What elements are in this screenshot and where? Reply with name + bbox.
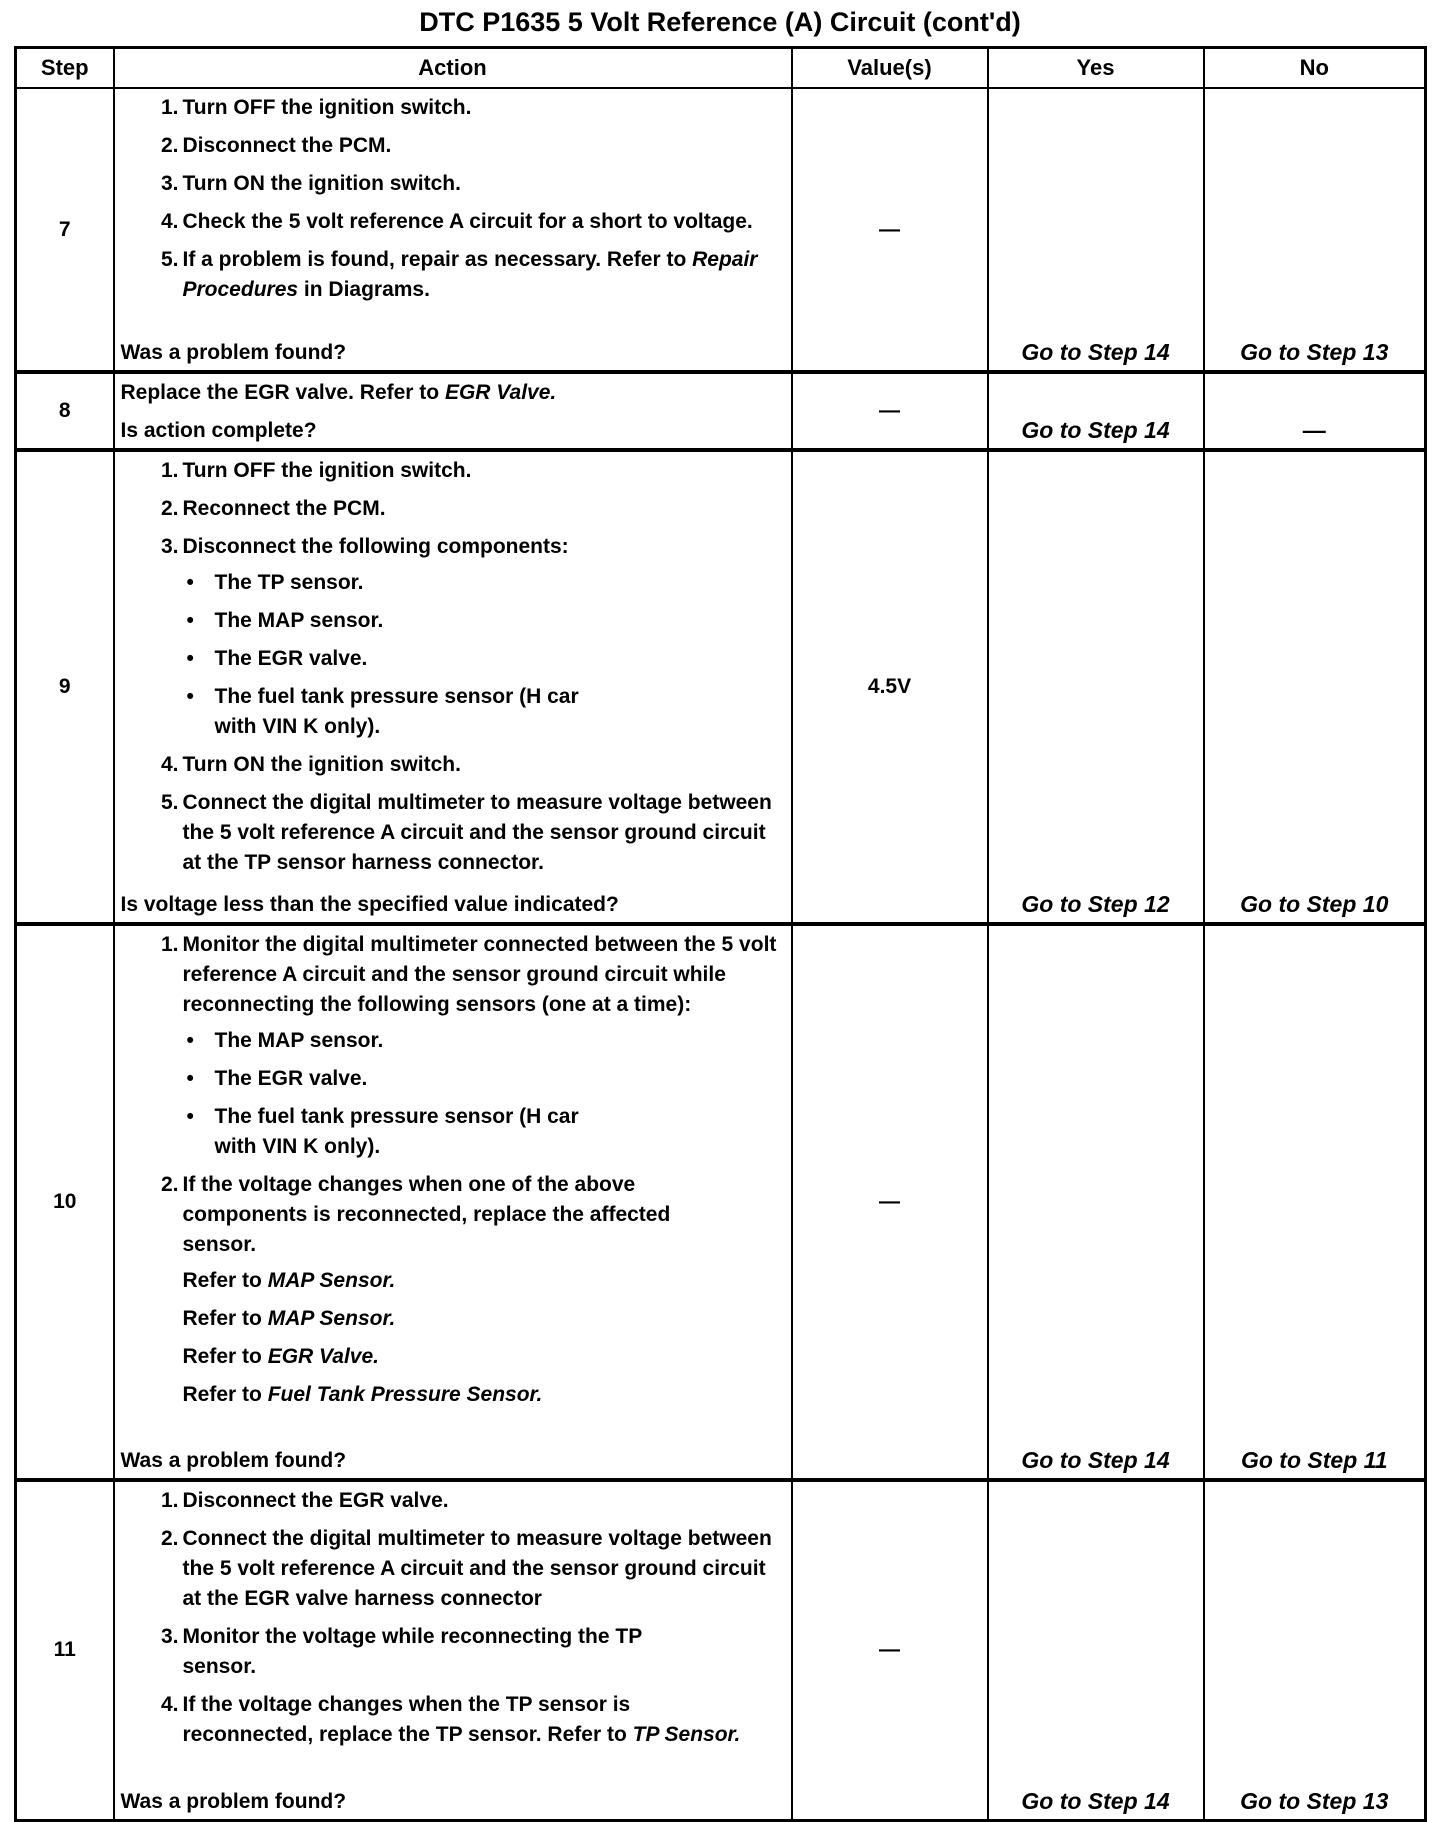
step-text: Turn ON the ignition switch. (182, 172, 461, 195)
yes-cell (988, 88, 1204, 372)
no-target: Go to Step 10 (1240, 891, 1389, 917)
value-cell: — (792, 924, 988, 1480)
no-target: Go to Step 13 (1240, 339, 1389, 365)
step-text: in Diagrams. (303, 278, 430, 301)
no-target: Go to Step 11 (1240, 1447, 1388, 1473)
step-index: 1. (160, 1489, 179, 1512)
refer-label: Refer to (182, 1269, 262, 1292)
step-number: 10 (16, 924, 114, 1480)
step-text: Monitor the digital multimeter connected between the 5 volt reference A circuit and the sensor ground circuit while reconnecting the following sensors (one at a time): (182, 933, 777, 1016)
list-item: • The MAP sensor. (183, 606, 785, 636)
step-index: 3. (160, 1625, 179, 1648)
step-number: 8 (16, 372, 114, 450)
step-index: 3. (160, 535, 179, 558)
question-text: Is action complete? (120, 419, 317, 442)
step-index: 1. (160, 933, 179, 956)
header-values: Value(s) (792, 48, 988, 89)
no-cell (1204, 88, 1426, 372)
action-step (153, 930, 785, 1162)
sensor-list (183, 1026, 777, 1162)
step-text: If the voltage changes when one of the above components is reconnected, replace the affected sensor. (182, 1173, 671, 1256)
action-cell (114, 924, 792, 1480)
action-step (153, 131, 785, 161)
component-list (183, 568, 785, 742)
step-text: Check the 5 volt reference A circuit for a short to voltage. (182, 210, 753, 233)
table-row-step-9 (16, 450, 1426, 924)
header-no: No (1204, 48, 1426, 89)
step-index: 1. (160, 459, 179, 482)
question-text: Was a problem found? (120, 1449, 347, 1472)
refer-label: Refer to (182, 1307, 262, 1330)
header-step: Step (16, 48, 114, 89)
table-row-step-7 (16, 88, 1426, 372)
yes-cell (988, 372, 1204, 450)
question-text: Is voltage less than the specified value indicated? (120, 893, 619, 916)
value-cell: — (792, 88, 988, 372)
action-step (153, 1524, 785, 1614)
step-text: Connect the digital multimeter to measure voltage between the 5 volt reference A circuit and the sensor ground circuit at the TP sensor harness connector. (182, 791, 772, 874)
refer-label: Refer to (182, 1345, 262, 1368)
action-step (153, 169, 785, 199)
step-number: 9 (16, 450, 114, 924)
step-number: 11 (16, 1480, 114, 1820)
action-text (121, 378, 785, 408)
action-step (153, 1690, 743, 1750)
action-steps (121, 1486, 785, 1758)
no-cell (1204, 1480, 1426, 1820)
action-cell (114, 88, 792, 372)
page-title: DTC P1635 5 Volt Reference (A) Circuit (cont'd) (419, 7, 1021, 37)
no-cell (1204, 372, 1426, 450)
yes-cell (988, 450, 1204, 924)
reference-link: Fuel Tank Pressure Sensor. (267, 1383, 543, 1406)
action-content (121, 930, 785, 1476)
refer-line (183, 1380, 703, 1410)
table-row-step-8 (16, 372, 1426, 450)
action-steps (121, 93, 785, 313)
list-item: • The EGR valve. (183, 644, 785, 674)
step-index: 1. (160, 96, 179, 119)
step-text: Connect the digital multimeter to measure voltage between the 5 volt reference A circuit and the sensor ground circuit at the EGR valve harness connector (182, 1527, 772, 1610)
refer-label: Refer to (182, 1383, 262, 1406)
refer-line (183, 1342, 703, 1372)
no-cell (1204, 924, 1426, 1480)
yes-target: Go to Step 12 (1021, 891, 1170, 917)
action-cell (114, 450, 792, 924)
list-item: • The MAP sensor. (183, 1026, 777, 1056)
no-target: — (1302, 417, 1326, 443)
step-text: Replace the EGR valve. Refer to (120, 381, 440, 404)
list-item: • The fuel tank pressure sensor (H car with VIN K only). (183, 682, 595, 742)
step-text: Monitor the voltage while reconnecting the TP sensor. (182, 1625, 642, 1678)
step-index: 5. (160, 248, 179, 271)
table-row-step-11 (16, 1480, 1426, 1820)
diagnostic-table (14, 46, 1427, 1822)
refer-line (183, 1304, 703, 1334)
question-text: Was a problem found? (120, 1789, 347, 1813)
action-step (153, 532, 785, 742)
action-step (153, 456, 785, 486)
step-index: 5. (160, 791, 179, 814)
no-cell (1204, 450, 1426, 924)
list-item: • The TP sensor. (183, 568, 785, 598)
value-cell: 4.5V (792, 450, 988, 924)
table-row-step-10 (16, 924, 1426, 1480)
step-text: Turn OFF the ignition switch. (182, 96, 472, 119)
yes-cell (988, 924, 1204, 1480)
action-step (153, 245, 785, 305)
step-index: 2. (160, 1527, 179, 1550)
step-index: 4. (160, 753, 179, 776)
yes-target: Go to Step 14 (1021, 1447, 1170, 1473)
action-steps (121, 930, 785, 1418)
value-cell: — (792, 1480, 988, 1820)
list-item: • The EGR valve. (183, 1064, 777, 1094)
action-step (153, 93, 785, 123)
action-cell (114, 1480, 792, 1820)
yes-cell (988, 1480, 1204, 1820)
step-number: 7 (16, 88, 114, 372)
yes-target: Go to Step 14 (1021, 1787, 1170, 1814)
step-index: 2. (160, 497, 179, 520)
reference-link: MAP Sensor. (267, 1269, 396, 1292)
action-content (121, 1486, 785, 1817)
step-text: Reconnect the PCM. (182, 497, 386, 520)
step-text: Turn OFF the ignition switch. (182, 459, 472, 482)
step-index: 2. (160, 134, 179, 157)
step-text: Turn ON the ignition switch. (182, 753, 461, 776)
step-text: Disconnect the following components: (182, 535, 569, 558)
action-cell (114, 372, 792, 450)
reference-link: MAP Sensor. (267, 1307, 396, 1330)
step-text: Disconnect the PCM. (182, 134, 392, 157)
header-action: Action (114, 48, 792, 89)
action-step (153, 788, 785, 878)
refer-line (183, 1266, 703, 1296)
action-step (153, 494, 785, 524)
list-item: • The fuel tank pressure sensor (H car with VIN K only). (183, 1102, 595, 1162)
action-content (121, 456, 785, 920)
table-header-row (16, 48, 1426, 89)
action-step (153, 1170, 703, 1410)
yes-target: Go to Step 14 (1021, 417, 1170, 443)
step-index: 4. (160, 1693, 179, 1716)
action-step (153, 1622, 703, 1682)
reference-link: EGR Valve. (444, 381, 557, 404)
reference-link: TP Sensor. (632, 1723, 741, 1746)
reference-link: EGR Valve. (267, 1345, 379, 1368)
step-text: If a problem is found, repair as necessary. Refer to (182, 248, 687, 271)
step-index: 2. (160, 1173, 179, 1196)
step-index: 4. (160, 210, 179, 233)
reference-link: Repair Procedures (182, 248, 758, 301)
action-step (153, 207, 785, 237)
step-text: If the voltage changes when the TP sensor is reconnected, replace the TP sensor. Refer to (182, 1693, 631, 1746)
action-content (121, 93, 785, 368)
header-yes: Yes (988, 48, 1204, 89)
action-step (153, 750, 785, 780)
yes-target: Go to Step 14 (1021, 339, 1170, 365)
value-cell: — (792, 372, 988, 450)
action-content (121, 378, 785, 446)
no-target: Go to Step 13 (1240, 1787, 1389, 1814)
question-text: Was a problem found? (120, 341, 347, 364)
action-steps (121, 456, 785, 886)
action-step (153, 1486, 785, 1516)
step-index: 3. (160, 172, 179, 195)
step-text: Disconnect the EGR valve. (182, 1489, 449, 1512)
